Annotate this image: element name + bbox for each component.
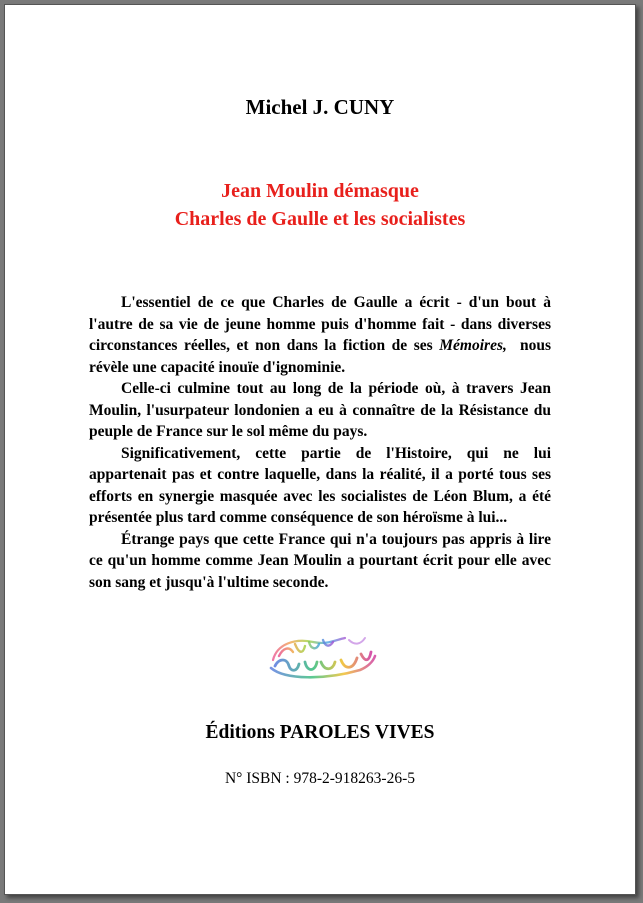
title-line-2: Charles de Gaulle et les socialistes bbox=[174, 208, 466, 230]
document-page bbox=[4, 4, 636, 895]
summary-paragraph-2: Celle-ci culmine tout au long de la période où, à travers Jean Moulin, l'usurpateur londonien a eu à connaître de la Résistance du peuple de France sur le sol même du pays. bbox=[89, 380, 551, 440]
publisher-name: Éditions PAROLES VIVES bbox=[205, 722, 435, 743]
book-title bbox=[5, 177, 635, 233]
summary-paragraph-3: Significativement, cette partie de l'Histoire, qui ne lui appartenait pas et contre laquelle, dans la réalité, il a porté tous ses efforts en synergie masquée avec les socialistes de Léon Blum, a été présentée plus tard comme conséquence de son héroïsme à lui... bbox=[89, 444, 551, 526]
paroles-vives-logo-icon bbox=[265, 632, 380, 682]
summary-text bbox=[89, 292, 551, 593]
isbn-number: N° ISBN : 978-2-918263-26-5 bbox=[224, 770, 416, 787]
title-line-1: Jean Moulin démasque bbox=[221, 180, 419, 202]
memoires-italic: Mémoires, bbox=[439, 337, 507, 354]
author-name: Michel J. CUNY bbox=[245, 95, 395, 119]
summary-paragraph-1: L'essentiel de ce que Charles de Gaulle a écrit - d'un bout à l'autre de sa vie de jeune homme puis d'homme fait - dans diverses circonstances réelles, et non dans la fiction de ses Mémoires, nous révèle une capacité inouïe d'ignominie. bbox=[89, 294, 552, 376]
summary-paragraph-4: Étrange pays que cette France qui n'a toujours pas appris à lire ce qu'un homme comme Jean Moulin a pourtant écrit pour elle avec son sang et jusqu'à l'ultime seconde. bbox=[89, 530, 551, 591]
